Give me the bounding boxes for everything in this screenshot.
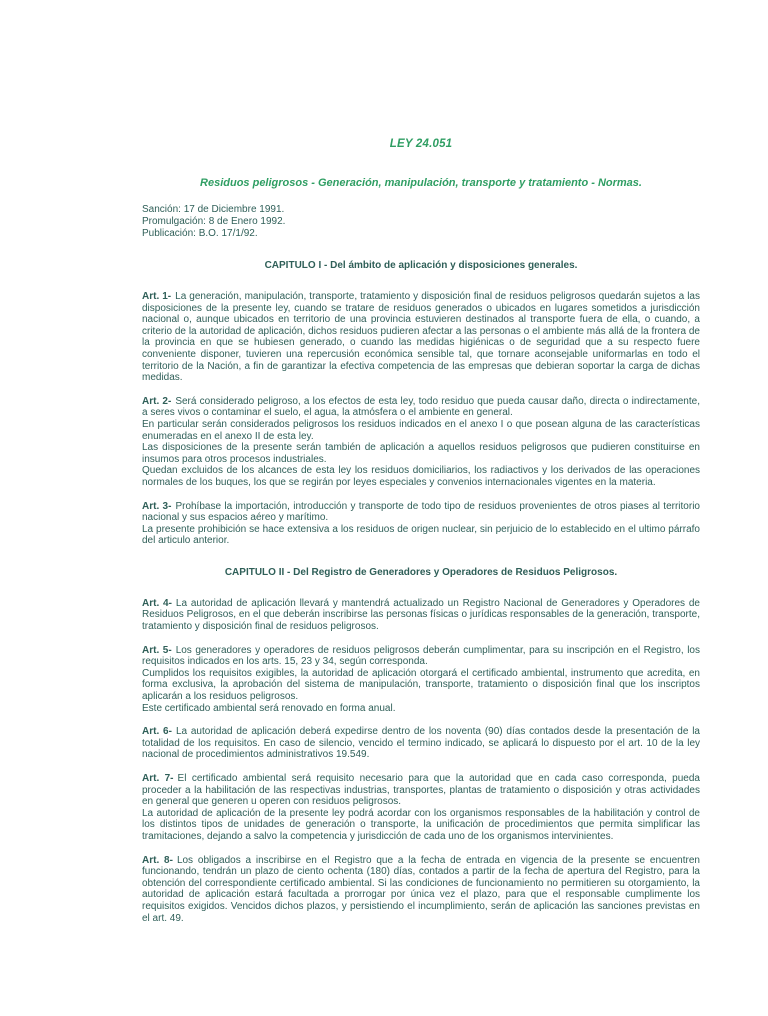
article-paragraph: En particular serán considerados peligrosos los residuos indicados en el anexo I o que posean alguna de las características enumeradas en el anexo II de esta ley. <box>142 418 700 442</box>
article-1-text: La generación, manipulación, transporte, tratamiento y disposición final de residuos peligrosos quedarán sujetos a las disposiciones de la presente ley, cuando se tratare de residuos generados o ubicados en lugares sometidos a jurisdicción nacional o, aunque ubicados en territorio de una provincia estuvieren destinados al transporte fuera de ella, o cuando, a criterio de la autoridad de aplicación, dichos residuos pudieren afectar a las personas o el ambiente más allá de la frontera de la provincia en que se hubiesen generado, o cuando las medidas higiénicas o de seguridad que a su respecto fuere conveniente disponer, tuvieren una repercusión económica sensible tal, que tornare aconsejable uniformarlas en todo el territorio de la Nación, a fin de garantizar la efectiva competencia de las empresas que debieran soportar la carga de dichas medidas. <box>142 291 700 384</box>
article-paragraph: La autoridad de aplicación de la presente ley podrá acordar con los organismos responsables de la habilitación y control de los distintos tipos de unidades de generación o transporte, la unificación de procedimientos que permita simplificar las tramitaciones, dejando a salvo la competencia y jurisdicción de cada uno de los organismos intervinientes. <box>142 807 700 842</box>
publication-line: Publicación: B.O. 17/1/92. <box>142 228 258 239</box>
article-8 <box>142 855 700 925</box>
article-4-label: Art. 4- <box>142 597 172 609</box>
article-4 <box>142 598 700 633</box>
article-7-text: El certificado ambiental será requisito necesario para que la autoridad que en cada caso corresponda, pueda proceder a la habilitación de las respectivas industrias, transportes, plantas de tratamiento o disposición y otras actividades en general que generen u operen con residuos peligrosos. <box>142 773 700 808</box>
article-8-text: Los obligados a inscribirse en el Registro que a la fecha de entrada en vigencia de la presente se encuentren funcionando, tendrán un plazo de ciento ochenta (180) días, contados a partir de la fecha de apertura del Registro, para la obtención del correspondiente certificado ambiental. Si las condiciones de funcionamiento no permitieren su otorgamiento, la autoridad de aplicación estará facultada a prorrogar por única vez el plazo, para que el responsable cumplimente los requisitos exigidos. Vencidos dichos plazos, y persistiendo el incumplimiento, serán de aplicación las sanciones previstas en el art. 49. <box>142 854 700 924</box>
article-3 <box>142 501 700 547</box>
chapter-1-heading: CAPITULO I - Del ámbito de aplicación y disposiciones generales. <box>264 260 578 271</box>
article-6 <box>142 726 700 761</box>
article-7 <box>142 773 700 843</box>
sanction-line: Sanción: 17 de Diciembre 1991. <box>142 204 285 215</box>
article-paragraph <box>142 773 700 808</box>
article-6-label: Art. 6- <box>142 726 172 738</box>
article-3-text: Prohíbase la importación, introducción y transporte de todo tipo de residuos provenientes de otros piases al territorio nacional y sus espacios aéreo y marítimo. <box>142 500 700 524</box>
article-paragraph <box>142 726 700 761</box>
document-subtitle: Residuos peligrosos - Generación, manipulación, transporte y tratamiento - Normas. <box>200 177 642 189</box>
article-paragraph <box>142 855 700 925</box>
article-paragraph: Cumplidos los requisitos exigibles, la autoridad de aplicación otorgará el certificado ambiental, instrumento que acredita, en forma exclusiva, la aprobación del sistema de manipulación, transporte, tratamiento o disposición final que los inscriptos aplicarán a los residuos peligrosos. <box>142 667 700 703</box>
article-5 <box>142 645 700 715</box>
article-5-text: Los generadores y operadores de residuos peligrosos deberán cumplimentar, para su inscripción en el Registro, los requisitos indicados en los arts. 15, 23 y 34, según corresponda. <box>142 644 700 668</box>
article-2-text: Será considerado peligroso, a los efectos de esta ley, todo residuo que pueda causar daño, directa o indirectamente, a seres vivos o contaminar el suelo, el agua, la atmósfera o el ambiente en general. <box>142 395 700 419</box>
promulgation-line: Promulgación: 8 de Enero 1992. <box>142 216 286 227</box>
article-1 <box>142 291 700 384</box>
article-paragraph: Este certificado ambiental será renovado en forma anual. <box>142 702 396 714</box>
article-2-label: Art. 2- <box>142 395 172 407</box>
article-4-text: La autoridad de aplicación llevará y mantendrá actualizado un Registro Nacional de Generadores y Operadores de Residuos Peligrosos, en el que deberán inscribirse las personas físicas o jurídicas responsables de la generación, transporte, tratamiento y disposición final de residuos peligrosos. <box>142 597 700 633</box>
article-6-text: La autoridad de aplicación deberá expedirse dentro de los noventa (90) días contados desde la presentación de la totalidad de los requisitos. En caso de silencio, vencido el termino indicado, se aplicará lo dispuesto por el art. 10 de la ley nacional de procedimientos administrativos 19.549. <box>142 726 700 761</box>
article-paragraph <box>142 501 700 524</box>
article-3-label: Art. 3- <box>142 500 172 512</box>
article-2 <box>142 396 700 489</box>
article-paragraph <box>142 291 700 384</box>
article-paragraph: Las disposiciones de la presente serán también de aplicación a aquellos residuos peligrosos que pudieren constituirse en insumos para otros procesos industriales. <box>142 442 700 465</box>
metadata-block <box>142 204 700 240</box>
article-1-label: Art. 1- <box>142 291 172 302</box>
article-paragraph <box>142 598 700 633</box>
article-paragraph: Quedan excluidos de los alcances de esta ley los residuos domiciliarios, los radiactivos y los derivados de las operaciones normales de los buques, los que se regirán por leyes especiales y convenios internacionales vigentes en la materia. <box>142 465 700 488</box>
chapter-2-heading: CAPITULO II - Del Registro de Generadores y Operadores de Residuos Peligrosos. <box>224 566 618 578</box>
article-8-label: Art. 8- <box>142 854 173 866</box>
article-paragraph <box>142 396 700 419</box>
article-paragraph: La presente prohibición se hace extensiva a los residuos de origen nuclear, sin perjuicio de lo establecido en el ultimo párrafo del articulo anterior. <box>142 523 700 547</box>
document-title: LEY 24.051 <box>389 138 453 150</box>
article-7-label: Art. 7- <box>142 773 174 784</box>
article-5-label: Art. 5- <box>142 644 172 656</box>
article-paragraph <box>142 645 700 668</box>
